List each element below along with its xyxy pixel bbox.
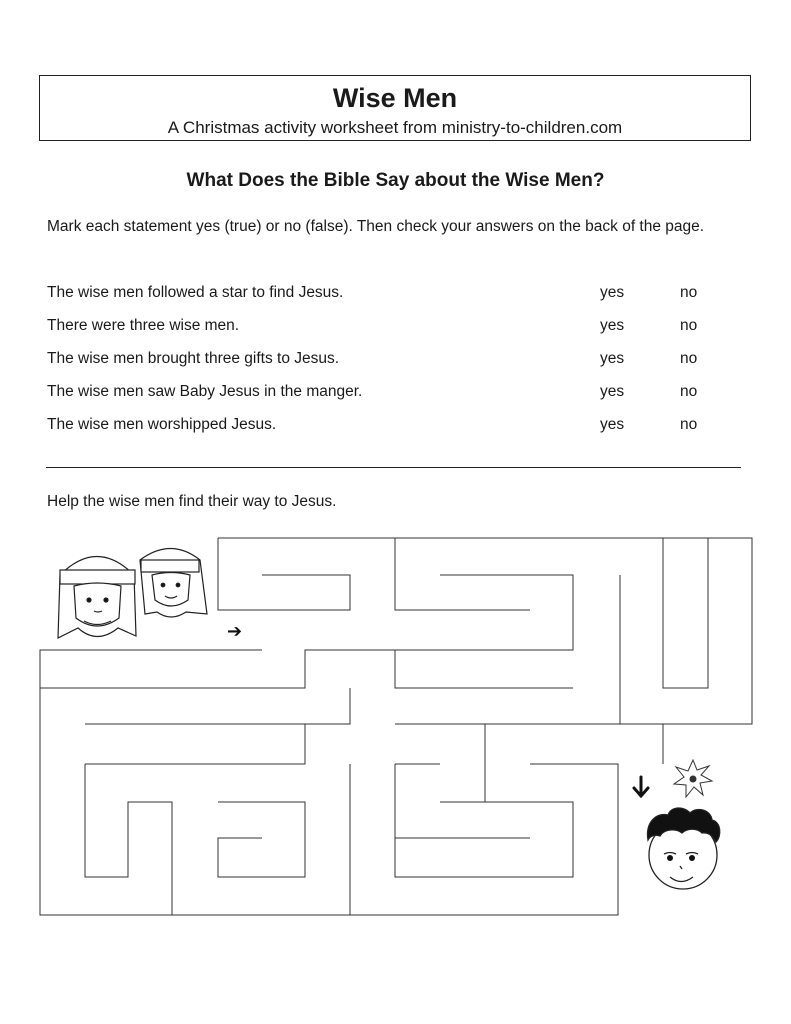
section-heading: What Does the Bible Say about the Wise Men? <box>186 170 605 191</box>
statement-1-yes[interactable]: yes <box>600 284 625 301</box>
star-icon <box>674 760 712 797</box>
statement-2-no[interactable]: no <box>680 317 698 334</box>
statement-5-yes[interactable]: yes <box>600 416 625 433</box>
wise-men-illustration <box>58 549 207 639</box>
instructions-text: Mark each statement yes (true) or no (false). Then check your answers on the back of the page. <box>47 218 705 235</box>
statement-2: There were three wise men. <box>47 317 240 334</box>
statement-3: The wise men brought three gifts to Jesus. <box>47 350 340 367</box>
page-title: Wise Men <box>332 83 458 113</box>
statement-3-yes[interactable]: yes <box>600 350 625 367</box>
maze-instruction: Help the wise men find their way to Jesus. <box>47 493 337 510</box>
statement-3-no[interactable]: no <box>680 350 698 367</box>
statement-4: The wise men saw Baby Jesus in the manger. <box>47 383 363 400</box>
statement-1: The wise men followed a star to find Jesus. <box>47 284 344 301</box>
statement-5-no[interactable]: no <box>680 416 698 433</box>
down-arrow-icon <box>634 777 648 796</box>
child-face-illustration <box>648 808 720 889</box>
statement-4-no[interactable]: no <box>680 383 698 400</box>
page-subtitle: A Christmas activity worksheet from ministry-to-children.com <box>167 118 623 137</box>
statement-4-yes[interactable]: yes <box>600 383 625 400</box>
statement-5: The wise men worshipped Jesus. <box>47 416 277 433</box>
statement-2-yes[interactable]: yes <box>600 317 625 334</box>
start-arrow-icon <box>227 621 242 642</box>
statement-1-no[interactable]: no <box>680 284 698 301</box>
svg-text:➔: ➔ <box>227 621 243 642</box>
